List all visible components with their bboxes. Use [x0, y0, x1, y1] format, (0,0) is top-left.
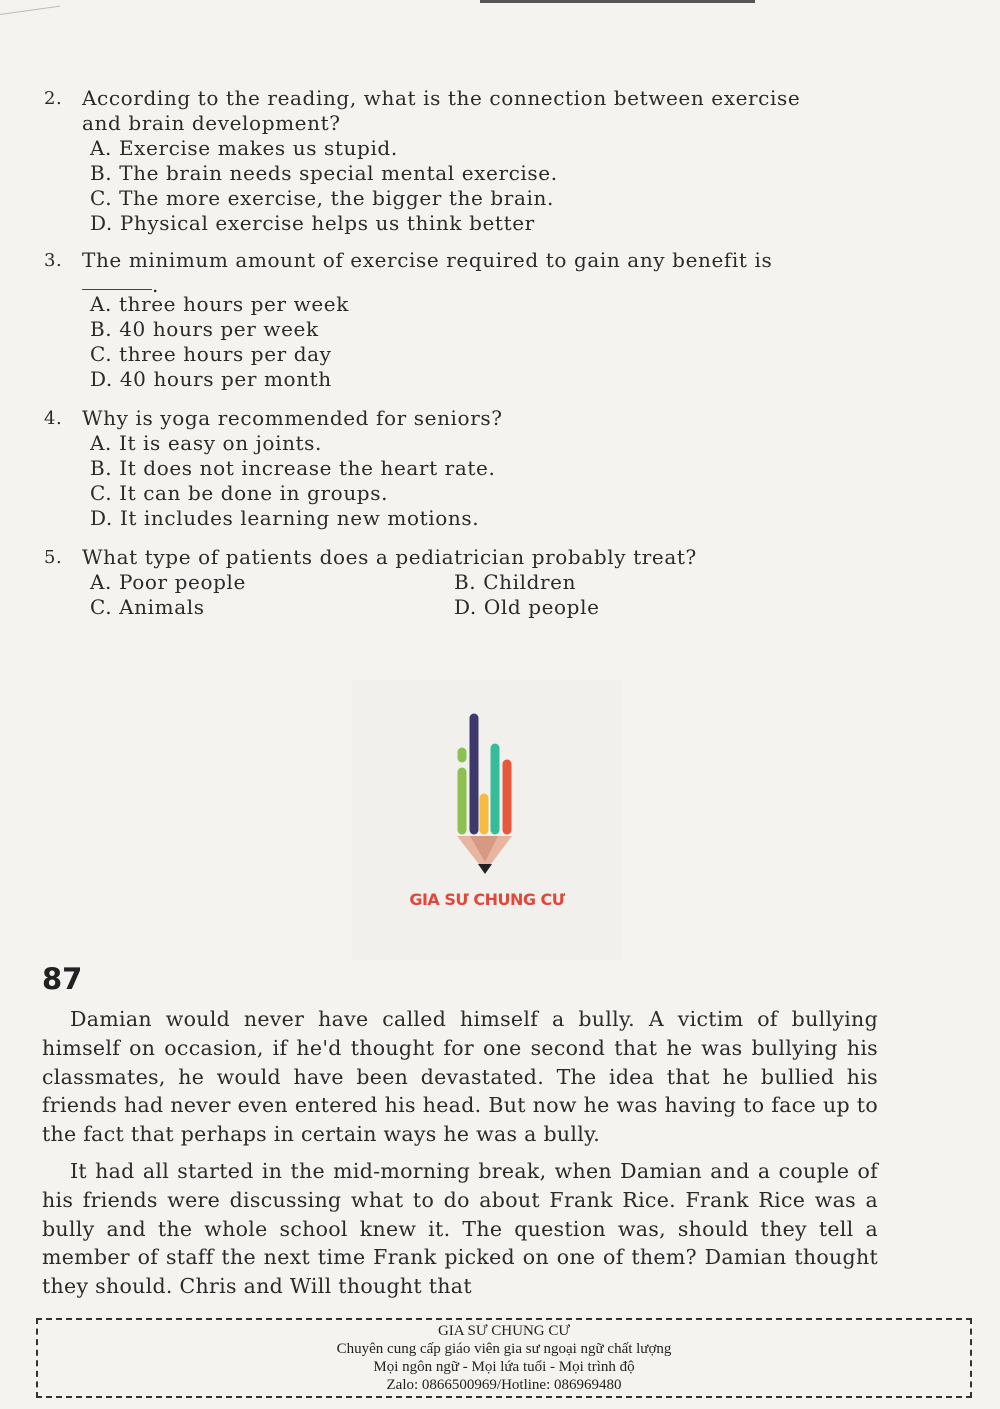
question-5 [44, 545, 874, 620]
option-d[interactable]: D. It includes learning new motions. [90, 506, 480, 530]
option-b[interactable]: B. 40 hours per week [90, 317, 319, 341]
passage-number: 87 [42, 962, 83, 996]
option-list [82, 292, 874, 392]
option-grid [82, 570, 874, 620]
watermark-logo [352, 680, 622, 960]
option-c[interactable]: C. three hours per day [90, 342, 332, 366]
passage-paragraph: It had all started in the mid-morning break, when Damian and a couple of his friends were discussing what to do about Frank Rice. Frank Rice was a bully and the whole school knew it. The question was, should they tell a member of staff the next time Frank picked on one of them? Damian thought they should. Chris and Will thought that [42, 1158, 878, 1299]
page-corner-fold [0, 0, 60, 15]
option-a[interactable]: A. three hours per week [90, 292, 349, 316]
question-text: Why is yoga recommended for seniors? [82, 406, 503, 430]
pencil-lead [478, 864, 492, 874]
option-b[interactable]: B. The brain needs special mental exercise. [90, 161, 558, 185]
footer-tagline: Chuyên cung cấp giáo viên gia sư ngoại ngữ chất lượng [336, 1341, 672, 1357]
question-text: According to the reading, what is the connection between exercise and brain development? [82, 86, 801, 135]
option-list [82, 136, 874, 236]
top-rule [480, 0, 755, 3]
option-b[interactable]: B. It does not increase the heart rate. [90, 456, 496, 480]
option-d[interactable]: D. 40 hours per month [90, 367, 332, 391]
option-d[interactable]: D. Old people [454, 595, 600, 619]
option-c[interactable]: C. Animals [90, 595, 205, 619]
question-2 [44, 86, 874, 236]
question-text: The minimum amount of exercise required to gain any benefit is [82, 248, 773, 272]
passage-paragraph: Damian would never have called himself a bully. A victim of bullying himself on occasion, if he'd thought for one second that he was bullying his classmates, he would have been devastated. The idea that he bullied his friends had never even entered his head. But now he was having to face up to the fact that perhaps in certain ways he was a bully. [42, 1007, 878, 1147]
question-4 [44, 406, 874, 531]
pencil-logo-icon [352, 680, 622, 890]
option-c[interactable]: C. It can be done in groups. [90, 481, 389, 505]
option-d[interactable]: D. Physical exercise helps us think better [90, 211, 535, 235]
blank-suffix: . [152, 273, 159, 297]
question-3 [44, 248, 874, 392]
question-number: 2. [44, 88, 63, 109]
option-a[interactable]: A. Exercise makes us stupid. [90, 136, 398, 160]
footer-box [36, 1318, 972, 1398]
option-a[interactable]: A. It is easy on joints. [90, 431, 323, 455]
question-number: 4. [44, 408, 63, 429]
option-a[interactable]: A. Poor people [90, 570, 246, 594]
option-list [82, 431, 874, 531]
footer-title: GIA SƯ CHUNG CƯ [437, 1323, 571, 1339]
answer-blank[interactable] [82, 275, 152, 290]
question-number: 3. [44, 250, 63, 271]
question-number: 5. [44, 547, 63, 568]
footer-contact: Zalo: 0866500969/Hotline: 086969480 [386, 1377, 622, 1393]
option-b[interactable]: B. Children [454, 570, 577, 594]
option-c[interactable]: C. The more exercise, the bigger the brain. [90, 186, 554, 210]
footer-subtitle: Mọi ngôn ngữ - Mọi lứa tuổi - Mọi trình độ [373, 1359, 635, 1375]
logo-text: GIA SƯ CHUNG CƯ [409, 890, 565, 909]
reading-passage [42, 1005, 878, 1309]
question-list [44, 86, 874, 620]
question-text: What type of patients does a pediatrician probably treat? [82, 545, 697, 569]
